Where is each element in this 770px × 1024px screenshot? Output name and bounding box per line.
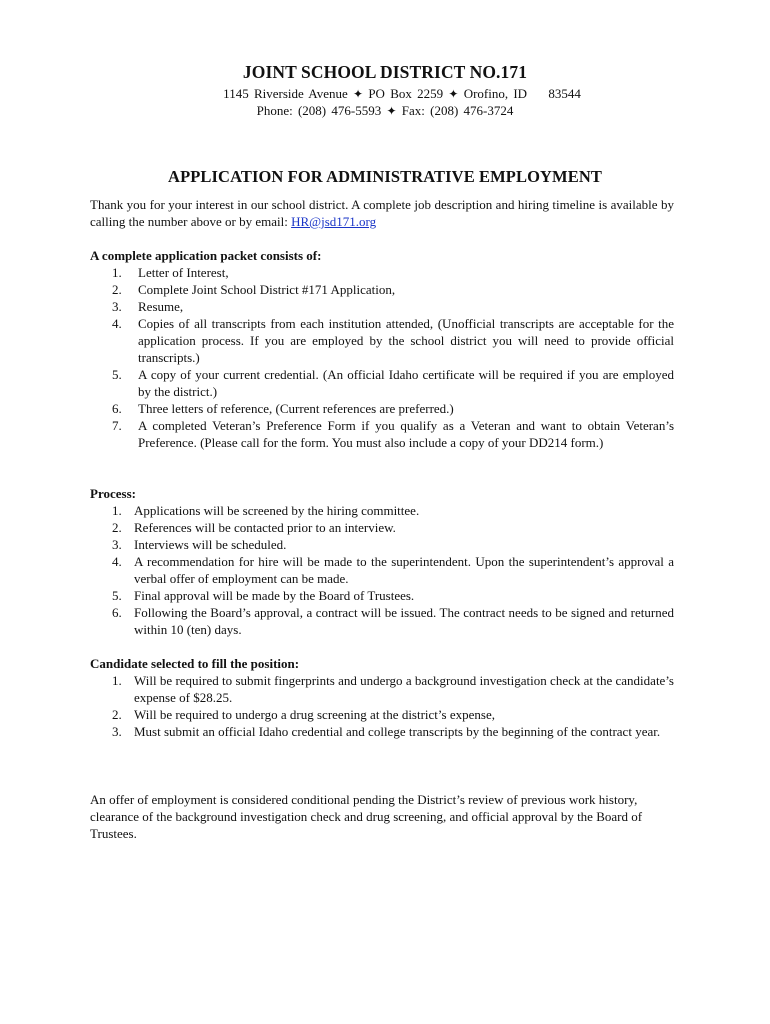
list-number: 5. [112, 588, 122, 603]
list-number: 4. [112, 554, 122, 569]
list-number: 3. [112, 537, 122, 552]
application-packet-section [90, 247, 674, 451]
list-item [90, 706, 674, 723]
list-number: 7. [112, 418, 122, 433]
list-item-text: A recommendation for hire will be made to the superintendent. Upon the superintendent’s approval a verbal offer of employment can be made. [134, 554, 674, 586]
list-item-text: A completed Veteran’s Preference Form if you qualify as a Veteran and want to obtain Veteran’s Preference. (Please call for the form. You must also include a copy of your DD214 form.) [138, 418, 674, 450]
organization-name: JOINT SCHOOL DISTRICT NO.171 [242, 62, 528, 82]
star-separator-icon: ✦ [386, 104, 397, 118]
intro-text: Thank you for your interest in our school district. A complete job description and hiring timeline is available by calling the number above or by email: [90, 197, 674, 229]
address-line [0, 86, 770, 102]
list-item [90, 536, 674, 553]
fax-number: Fax: (208) 476-3724 [401, 103, 514, 118]
list-item [90, 417, 674, 451]
document-title: APPLICATION FOR ADMINISTRATIVE EMPLOYMENT [168, 167, 602, 186]
list-item-text: Following the Board’s approval, a contract will be issued. The contract needs to be signed and returned within 10 (ten) days. [134, 605, 674, 637]
list-number: 3. [112, 299, 122, 314]
packet-heading: A complete application packet consists of: [90, 248, 322, 263]
city-state: Orofino, ID [463, 86, 528, 101]
list-item-text: Three letters of reference, (Current references are preferred.) [138, 401, 454, 416]
list-item-text: Letter of Interest, [138, 265, 229, 280]
list-item [90, 264, 674, 281]
process-list [90, 502, 674, 638]
candidate-section [90, 655, 674, 740]
list-number: 2. [112, 707, 122, 722]
list-number: 1. [112, 265, 122, 280]
list-item [90, 587, 674, 604]
street-address: 1145 Riverside Avenue [223, 86, 348, 101]
list-number: 2. [112, 520, 122, 535]
list-item-text: Will be required to submit fingerprints and undergo a background investigation check at the candidate’s expense of $28.25. [134, 673, 674, 705]
list-item-text: Will be required to undergo a drug screening at the district’s expense, [134, 707, 495, 722]
list-item-text: A copy of your current credential. (An official Idaho certificate will be required if you are employed by the district.) [138, 367, 674, 399]
list-item-text: Complete Joint School District #171 Application, [138, 282, 396, 297]
list-item [90, 723, 674, 740]
list-item [90, 315, 674, 366]
po-box: PO Box 2259 [368, 86, 444, 101]
list-number: 5. [112, 367, 122, 382]
phone-number: Phone: (208) 476-5593 [256, 103, 382, 118]
list-number: 4. [112, 316, 122, 331]
list-number: 3. [112, 724, 122, 739]
list-item [90, 519, 674, 536]
list-item-text: Interviews will be scheduled. [134, 537, 287, 552]
list-item-text: Applications will be screened by the hiring committee. [134, 503, 420, 518]
email-link[interactable]: HR@jsd171.org [291, 214, 377, 229]
list-item [90, 281, 674, 298]
candidate-list [90, 672, 674, 740]
list-item [90, 366, 674, 400]
list-item-text: References will be contacted prior to an interview. [134, 520, 396, 535]
contact-line [0, 103, 770, 119]
list-item-text: Must submit an official Idaho credential and college transcripts by the beginning of the contract year. [134, 724, 661, 739]
process-heading: Process: [90, 486, 136, 501]
list-item [90, 298, 674, 315]
list-number: 2. [112, 282, 122, 297]
candidate-heading: Candidate selected to fill the position: [90, 656, 300, 671]
star-separator-icon: ✦ [353, 87, 364, 101]
intro-paragraph [90, 196, 674, 230]
list-item [90, 553, 674, 587]
zip-code: 83544 [548, 86, 581, 101]
list-item [90, 502, 674, 519]
closing-paragraph: An offer of employment is considered conditional pending the District’s review of previous work history, clearance of the background investigation check and drug screening, and official approval by the Board of Trustees. [90, 792, 643, 841]
star-separator-icon: ✦ [448, 87, 459, 101]
list-item [90, 400, 674, 417]
list-item-text: Final approval will be made by the Board of Trustees. [134, 588, 415, 603]
list-item [90, 604, 674, 638]
list-number: 6. [112, 401, 122, 416]
list-number: 6. [112, 605, 122, 620]
process-section [90, 485, 674, 638]
list-item-text: Copies of all transcripts from each institution attended, (Unofficial transcripts are acceptable for the application process. If you are employed by the school district you will need to provide official transcripts.) [138, 316, 674, 365]
list-item-text: Resume, [138, 299, 184, 314]
list-number: 1. [112, 673, 122, 688]
packet-list [90, 264, 674, 451]
list-number: 1. [112, 503, 122, 518]
list-item [90, 672, 674, 706]
